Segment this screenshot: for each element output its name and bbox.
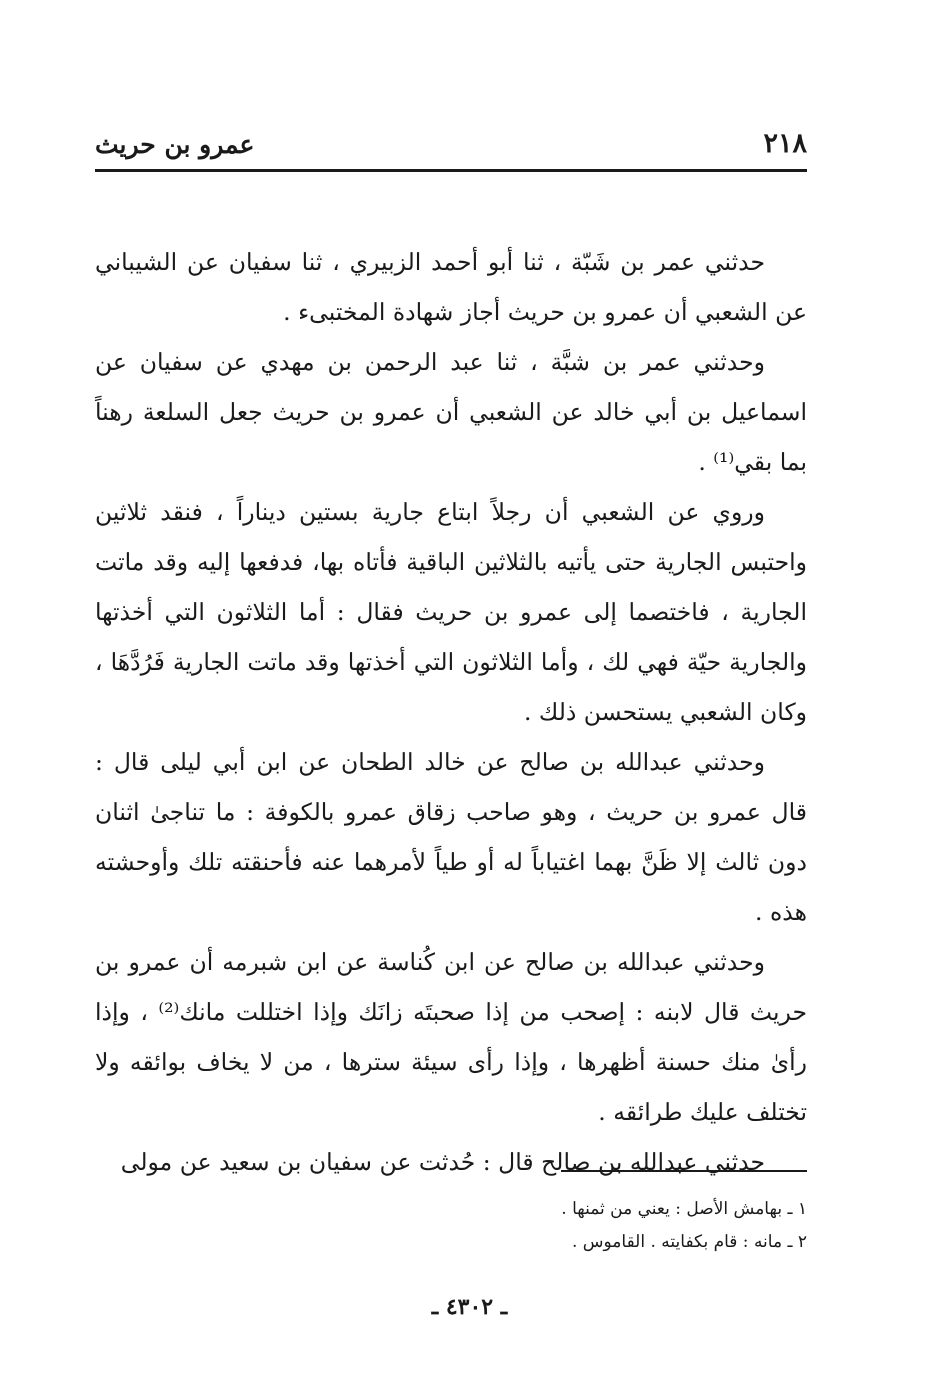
paragraph-2: وحدثني عمر بن شبَّة ، ثنا عبد الرحمن بن مهدي عن سفيان عن اسماعيل بن أبي خالد عن الشعبي أن عمرو بن حريث جعل السلعة رهناً بما بقي⁽¹⁾ .: [95, 348, 807, 476]
footnote-rule: [561, 1170, 807, 1172]
paragraph-4: وحدثني عبدالله بن صالح عن خالد الطحان عن ابن أبي ليلى قال : قال عمرو بن حريث ، وهو صاحب زقاق عمرو بالكوفة : ما تناجىٰ اثنان دون ثالث إلا ظَنَّ بهما اغتياباً له أو طياً لأمرهما عنه فأحنقته تلك وأوحشته هذه .: [95, 748, 807, 926]
paragraph-3: وروي عن الشعبي أن رجلاً ابتاع جارية بستين ديناراً ، فنقد ثلاثين واحتبس الجارية حتى يأتيه بالثلاثين الباقية فأتاه بها، فدفعها إليه وقد ماتت الجارية ، فاختصما إلى عمرو بن حريث فقال : أما الثلاثون التي أخذتها والجارية حيّة فهي لك ، وأما الثلاثون التي أخذتها وقد ماتت الجارية فَرُدَّهَا ، وكان الشعبي يستحسن ذلك .: [95, 498, 807, 726]
page-number: ٢١٨: [763, 128, 807, 159]
footnote-1: ١ ـ بهامش الأصل : يعني من ثمنها .: [561, 1199, 807, 1219]
paragraph-1: حدثني عمر بن شَبّة ، ثنا أبو أحمد الزبيري ، ثنا سفيان عن الشيباني عن الشعبي أن عمرو بن حريث أجاز شهادة المختبىء .: [95, 248, 807, 326]
paragraph-6: حدثني عبدالله بن صالح قال : حُدثت عن سفيان بن سعيد عن مولى: [120, 1148, 765, 1176]
footnotes: [347, 1193, 807, 1259]
running-title: عمرو بن حريث: [95, 130, 255, 159]
footnote-2: ٢ ـ مانه : قام بكفايته . القاموس .: [571, 1232, 807, 1252]
page-header: [95, 128, 807, 168]
folio-number: ـ ٤٣٠٢ ـ: [431, 1294, 508, 1320]
body-text: [95, 237, 807, 1187]
header-rule: [95, 169, 807, 172]
paragraph-5: وحدثني عبدالله بن صالح عن ابن كُناسة عن ابن شبرمه أن عمرو بن حريث قال لابنه : إصحب من إذا صحبتَه زانَك وإذا اختللت مانك⁽²⁾ ، وإذا رأىٰ منك حسنة أظهرها ، وإذا رأى سيئة سترها ، من لا يخاف بوائقه ولا تختلف عليك طرائقه .: [95, 948, 807, 1126]
